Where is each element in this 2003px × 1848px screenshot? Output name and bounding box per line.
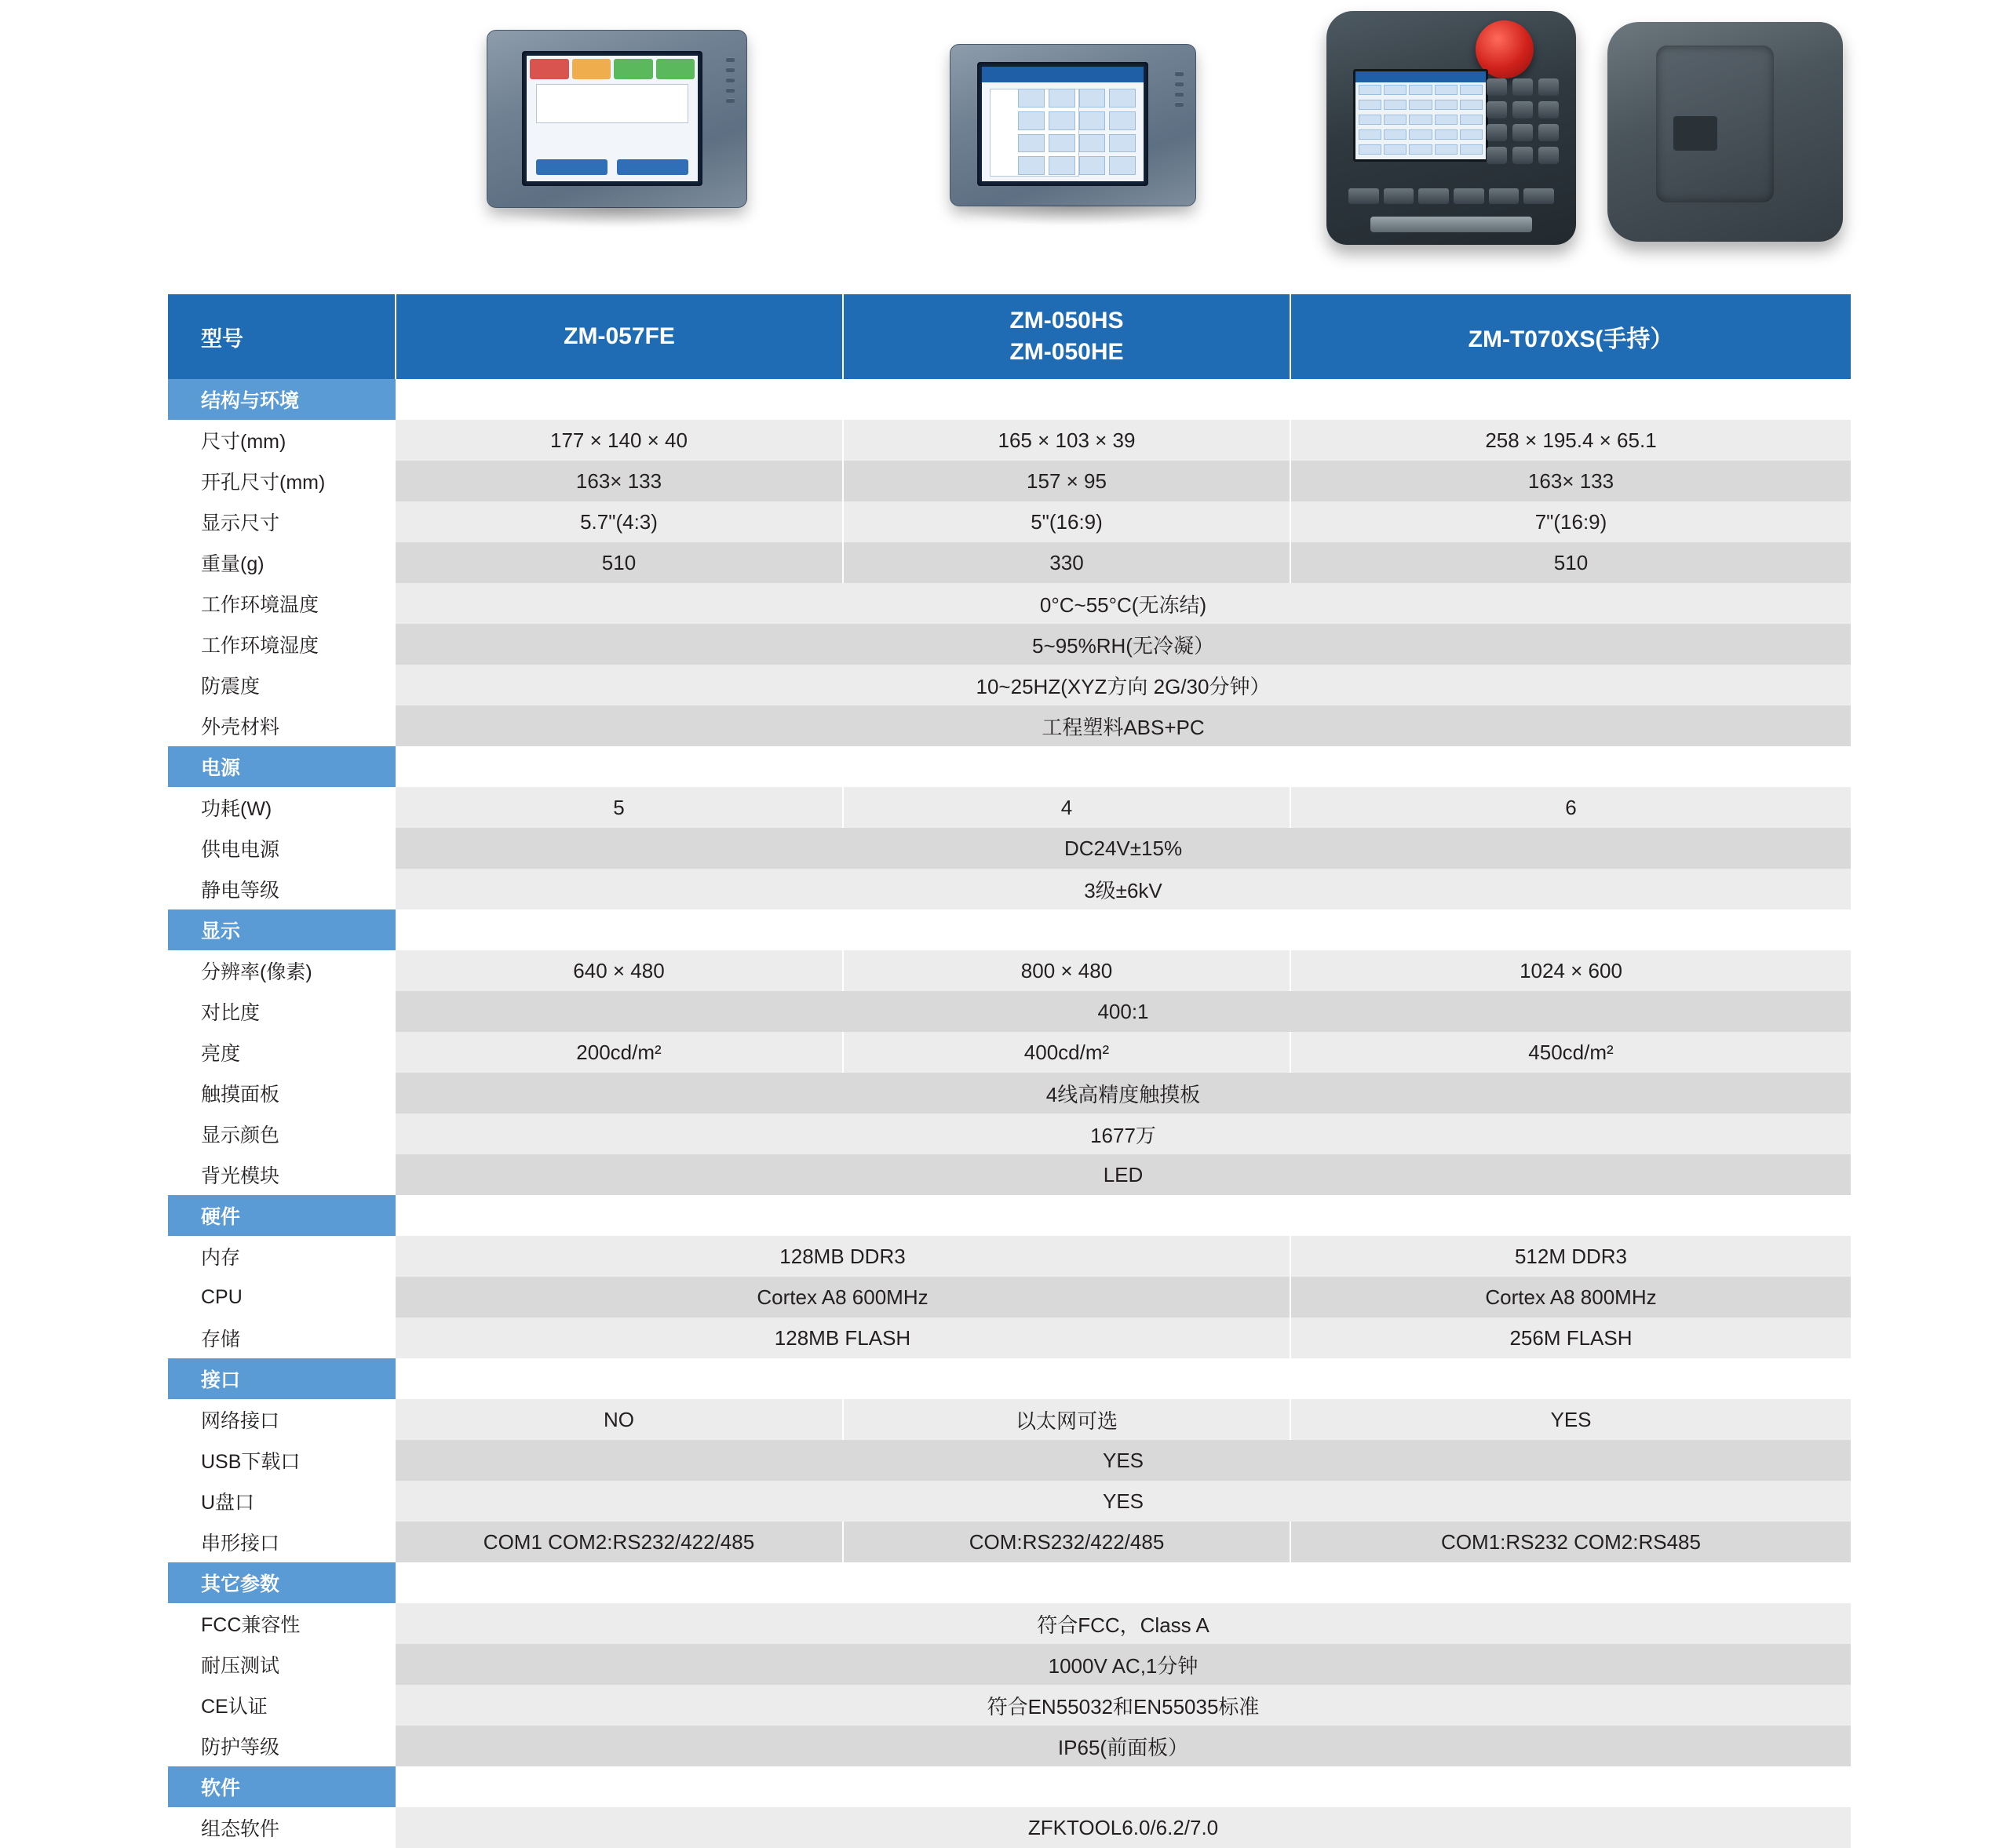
screen-content xyxy=(527,56,698,181)
product-image-zm-050hs xyxy=(950,44,1196,206)
row-label: 分辨率(像素) xyxy=(168,950,396,991)
section-title: 结构与环境 xyxy=(168,379,396,420)
row-value: COM1 COM2:RS232/422/485 xyxy=(396,1522,843,1562)
row-value: 157 × 95 xyxy=(843,461,1290,501)
pendant-bottom-strip xyxy=(1370,217,1532,232)
product-image-zm-057fe xyxy=(487,30,747,208)
row-value: 0°C~55°C(无冻结) xyxy=(396,583,1851,624)
table-row xyxy=(168,828,1851,869)
screen-button-grid xyxy=(1018,89,1136,175)
row-label: CPU xyxy=(168,1277,396,1318)
side-indicator-dots xyxy=(1175,71,1188,112)
row-value: 1024 × 600 xyxy=(1290,950,1851,991)
section-filler xyxy=(396,1562,1851,1603)
row-label: 触摸面板 xyxy=(168,1073,396,1114)
section-title: 接口 xyxy=(168,1358,396,1399)
header-col-zm-050hs-he xyxy=(843,294,1290,379)
table-row xyxy=(168,542,1851,583)
row-label: 亮度 xyxy=(168,1032,396,1073)
row-value: NO xyxy=(396,1399,843,1440)
product-image-zm-t070xs-back xyxy=(1607,22,1843,242)
section-header-structure xyxy=(168,379,1851,420)
screen-content xyxy=(982,67,1144,181)
table-row xyxy=(168,1318,1851,1358)
row-label: 显示颜色 xyxy=(168,1114,396,1154)
row-value: 165 × 103 × 39 xyxy=(843,420,1290,461)
row-value: 128MB FLASH xyxy=(396,1318,1290,1358)
row-value: 符合FCC，Class A xyxy=(396,1603,1851,1644)
row-value: 5.7"(4:3) xyxy=(396,501,843,542)
header-label: 型号 xyxy=(168,294,396,379)
row-label: 静电等级 xyxy=(168,869,396,909)
hmi-body-050hs xyxy=(950,44,1196,206)
table-row xyxy=(168,1522,1851,1562)
row-label: 显示尺寸 xyxy=(168,501,396,542)
table-row xyxy=(168,1399,1851,1440)
row-value: 200cd/m² xyxy=(396,1032,843,1073)
section-filler xyxy=(396,1358,1851,1399)
table-row xyxy=(168,1073,1851,1114)
header-col2-line1: ZM-050HS xyxy=(1009,308,1124,334)
table-row xyxy=(168,1603,1851,1644)
row-label: 供电电源 xyxy=(168,828,396,869)
table-row xyxy=(168,665,1851,705)
specification-table xyxy=(168,294,1851,1848)
row-value: 128MB DDR3 xyxy=(396,1236,1290,1277)
row-value: 以太网可选 xyxy=(843,1399,1290,1440)
row-value: 163× 133 xyxy=(396,461,843,501)
row-value: 163× 133 xyxy=(1290,461,1851,501)
row-value: DC24V±15% xyxy=(396,828,1851,869)
product-image-strip xyxy=(0,0,2003,267)
table-row xyxy=(168,1807,1851,1848)
pendant-function-keys xyxy=(1348,188,1554,204)
row-value: 10~25HZ(XYZ方向 2G/30分钟） xyxy=(396,665,1851,705)
row-value: 4 xyxy=(843,787,1290,828)
row-value: 1000V AC,1分钟 xyxy=(396,1644,1851,1685)
pendant-screen xyxy=(1353,69,1488,162)
section-header-software xyxy=(168,1766,1851,1807)
table-row xyxy=(168,461,1851,501)
row-value: 510 xyxy=(396,542,843,583)
handheld-pendant-front xyxy=(1326,11,1576,245)
row-label: 网络接口 xyxy=(168,1399,396,1440)
row-value: 640 × 480 xyxy=(396,950,843,991)
row-label: 存储 xyxy=(168,1318,396,1358)
row-label: 防震度 xyxy=(168,665,396,705)
row-value: 177 × 140 × 40 xyxy=(396,420,843,461)
row-label: 功耗(W) xyxy=(168,787,396,828)
row-value: 符合EN55032和EN55035标准 xyxy=(396,1685,1851,1726)
table-row xyxy=(168,1726,1851,1766)
table-row xyxy=(168,1481,1851,1522)
table-row xyxy=(168,705,1851,746)
section-title: 硬件 xyxy=(168,1195,396,1236)
section-title: 显示 xyxy=(168,909,396,950)
table-row xyxy=(168,991,1851,1032)
section-title: 其它参数 xyxy=(168,1562,396,1603)
row-label: 防护等级 xyxy=(168,1726,396,1766)
table-row xyxy=(168,1644,1851,1685)
screen-titlebar xyxy=(982,67,1144,82)
row-label: 内存 xyxy=(168,1236,396,1277)
row-value: 256M FLASH xyxy=(1290,1318,1851,1358)
row-label: 耐压测试 xyxy=(168,1644,396,1685)
row-value: 4线高精度触摸板 xyxy=(396,1073,1851,1114)
row-value: 330 xyxy=(843,542,1290,583)
section-header-other xyxy=(168,1562,1851,1603)
row-value: YES xyxy=(1290,1399,1851,1440)
section-filler xyxy=(396,379,1851,420)
row-label: 工作环境温度 xyxy=(168,583,396,624)
row-value: YES xyxy=(396,1440,1851,1481)
table-row xyxy=(168,1277,1851,1318)
row-value: 5~95%RH(无冷凝） xyxy=(396,624,1851,665)
row-label: 背光模块 xyxy=(168,1154,396,1195)
vent-icon xyxy=(1673,116,1717,151)
row-value: COM1:RS232 COM2:RS485 xyxy=(1290,1522,1851,1562)
table-row xyxy=(168,1236,1851,1277)
row-value: 512M DDR3 xyxy=(1290,1236,1851,1277)
section-header-hardware xyxy=(168,1195,1851,1236)
handheld-pendant-back xyxy=(1607,22,1843,242)
table-row xyxy=(168,869,1851,909)
section-filler xyxy=(396,909,1851,950)
table-row xyxy=(168,1685,1851,1726)
row-value: ZFKTOOL6.0/6.2/7.0 xyxy=(396,1807,1851,1848)
row-label: 组态软件 xyxy=(168,1807,396,1848)
screen-text-area xyxy=(536,84,688,123)
row-value: 800 × 480 xyxy=(843,950,1290,991)
section-title: 电源 xyxy=(168,746,396,787)
section-filler xyxy=(396,1766,1851,1807)
row-value: 5 xyxy=(396,787,843,828)
section-title: 软件 xyxy=(168,1766,396,1807)
table-header-row xyxy=(168,294,1851,379)
table-row xyxy=(168,950,1851,991)
row-value: LED xyxy=(396,1154,1851,1195)
row-value: Cortex A8 800MHz xyxy=(1290,1277,1851,1318)
row-label: 对比度 xyxy=(168,991,396,1032)
section-filler xyxy=(396,746,1851,787)
row-label: USB下载口 xyxy=(168,1440,396,1481)
row-value: 工程塑料ABS+PC xyxy=(396,705,1851,746)
row-value: Cortex A8 600MHz xyxy=(396,1277,1290,1318)
header-col-zm-t070xs: ZM-T070XS(手持） xyxy=(1290,294,1851,379)
row-value: YES xyxy=(396,1481,1851,1522)
table-row xyxy=(168,420,1851,461)
screen-toolbar xyxy=(530,59,695,79)
screen-buttons xyxy=(536,159,688,175)
row-label: 外壳材料 xyxy=(168,705,396,746)
table-row xyxy=(168,624,1851,665)
row-value: COM:RS232/422/485 xyxy=(843,1522,1290,1562)
header-col2-line2: ZM-050HE xyxy=(1009,339,1124,365)
row-label: 重量(g) xyxy=(168,542,396,583)
section-header-display xyxy=(168,909,1851,950)
table-row xyxy=(168,1440,1851,1481)
row-value: 5"(16:9) xyxy=(843,501,1290,542)
row-label: U盘口 xyxy=(168,1481,396,1522)
table-row xyxy=(168,1032,1851,1073)
row-value: 3级±6kV xyxy=(396,869,1851,909)
table-row xyxy=(168,1154,1851,1195)
table-row xyxy=(168,1114,1851,1154)
hmi-body-057fe xyxy=(487,30,747,208)
row-label: CE认证 xyxy=(168,1685,396,1726)
product-image-zm-t070xs-front xyxy=(1326,11,1576,245)
row-value: IP65(前面板） xyxy=(396,1726,1851,1766)
table-row xyxy=(168,787,1851,828)
row-label: 串形接口 xyxy=(168,1522,396,1562)
row-label: FCC兼容性 xyxy=(168,1603,396,1644)
row-value: 510 xyxy=(1290,542,1851,583)
row-label: 尺寸(mm) xyxy=(168,420,396,461)
section-filler xyxy=(396,1195,1851,1236)
row-value: 450cd/m² xyxy=(1290,1032,1851,1073)
table-row xyxy=(168,583,1851,624)
table-row xyxy=(168,501,1851,542)
section-header-power xyxy=(168,746,1851,787)
row-label: 开孔尺寸(mm) xyxy=(168,461,396,501)
row-value: 6 xyxy=(1290,787,1851,828)
pendant-keypad xyxy=(1487,78,1559,164)
row-value: 400:1 xyxy=(396,991,1851,1032)
section-header-interface xyxy=(168,1358,1851,1399)
side-indicator-dots xyxy=(726,57,739,108)
header-col-zm-057fe: ZM-057FE xyxy=(396,294,843,379)
row-value: 1677万 xyxy=(396,1114,1851,1154)
row-value: 7"(16:9) xyxy=(1290,501,1851,542)
row-label: 工作环境湿度 xyxy=(168,624,396,665)
row-value: 258 × 195.4 × 65.1 xyxy=(1290,420,1851,461)
row-value: 400cd/m² xyxy=(843,1032,1290,1073)
